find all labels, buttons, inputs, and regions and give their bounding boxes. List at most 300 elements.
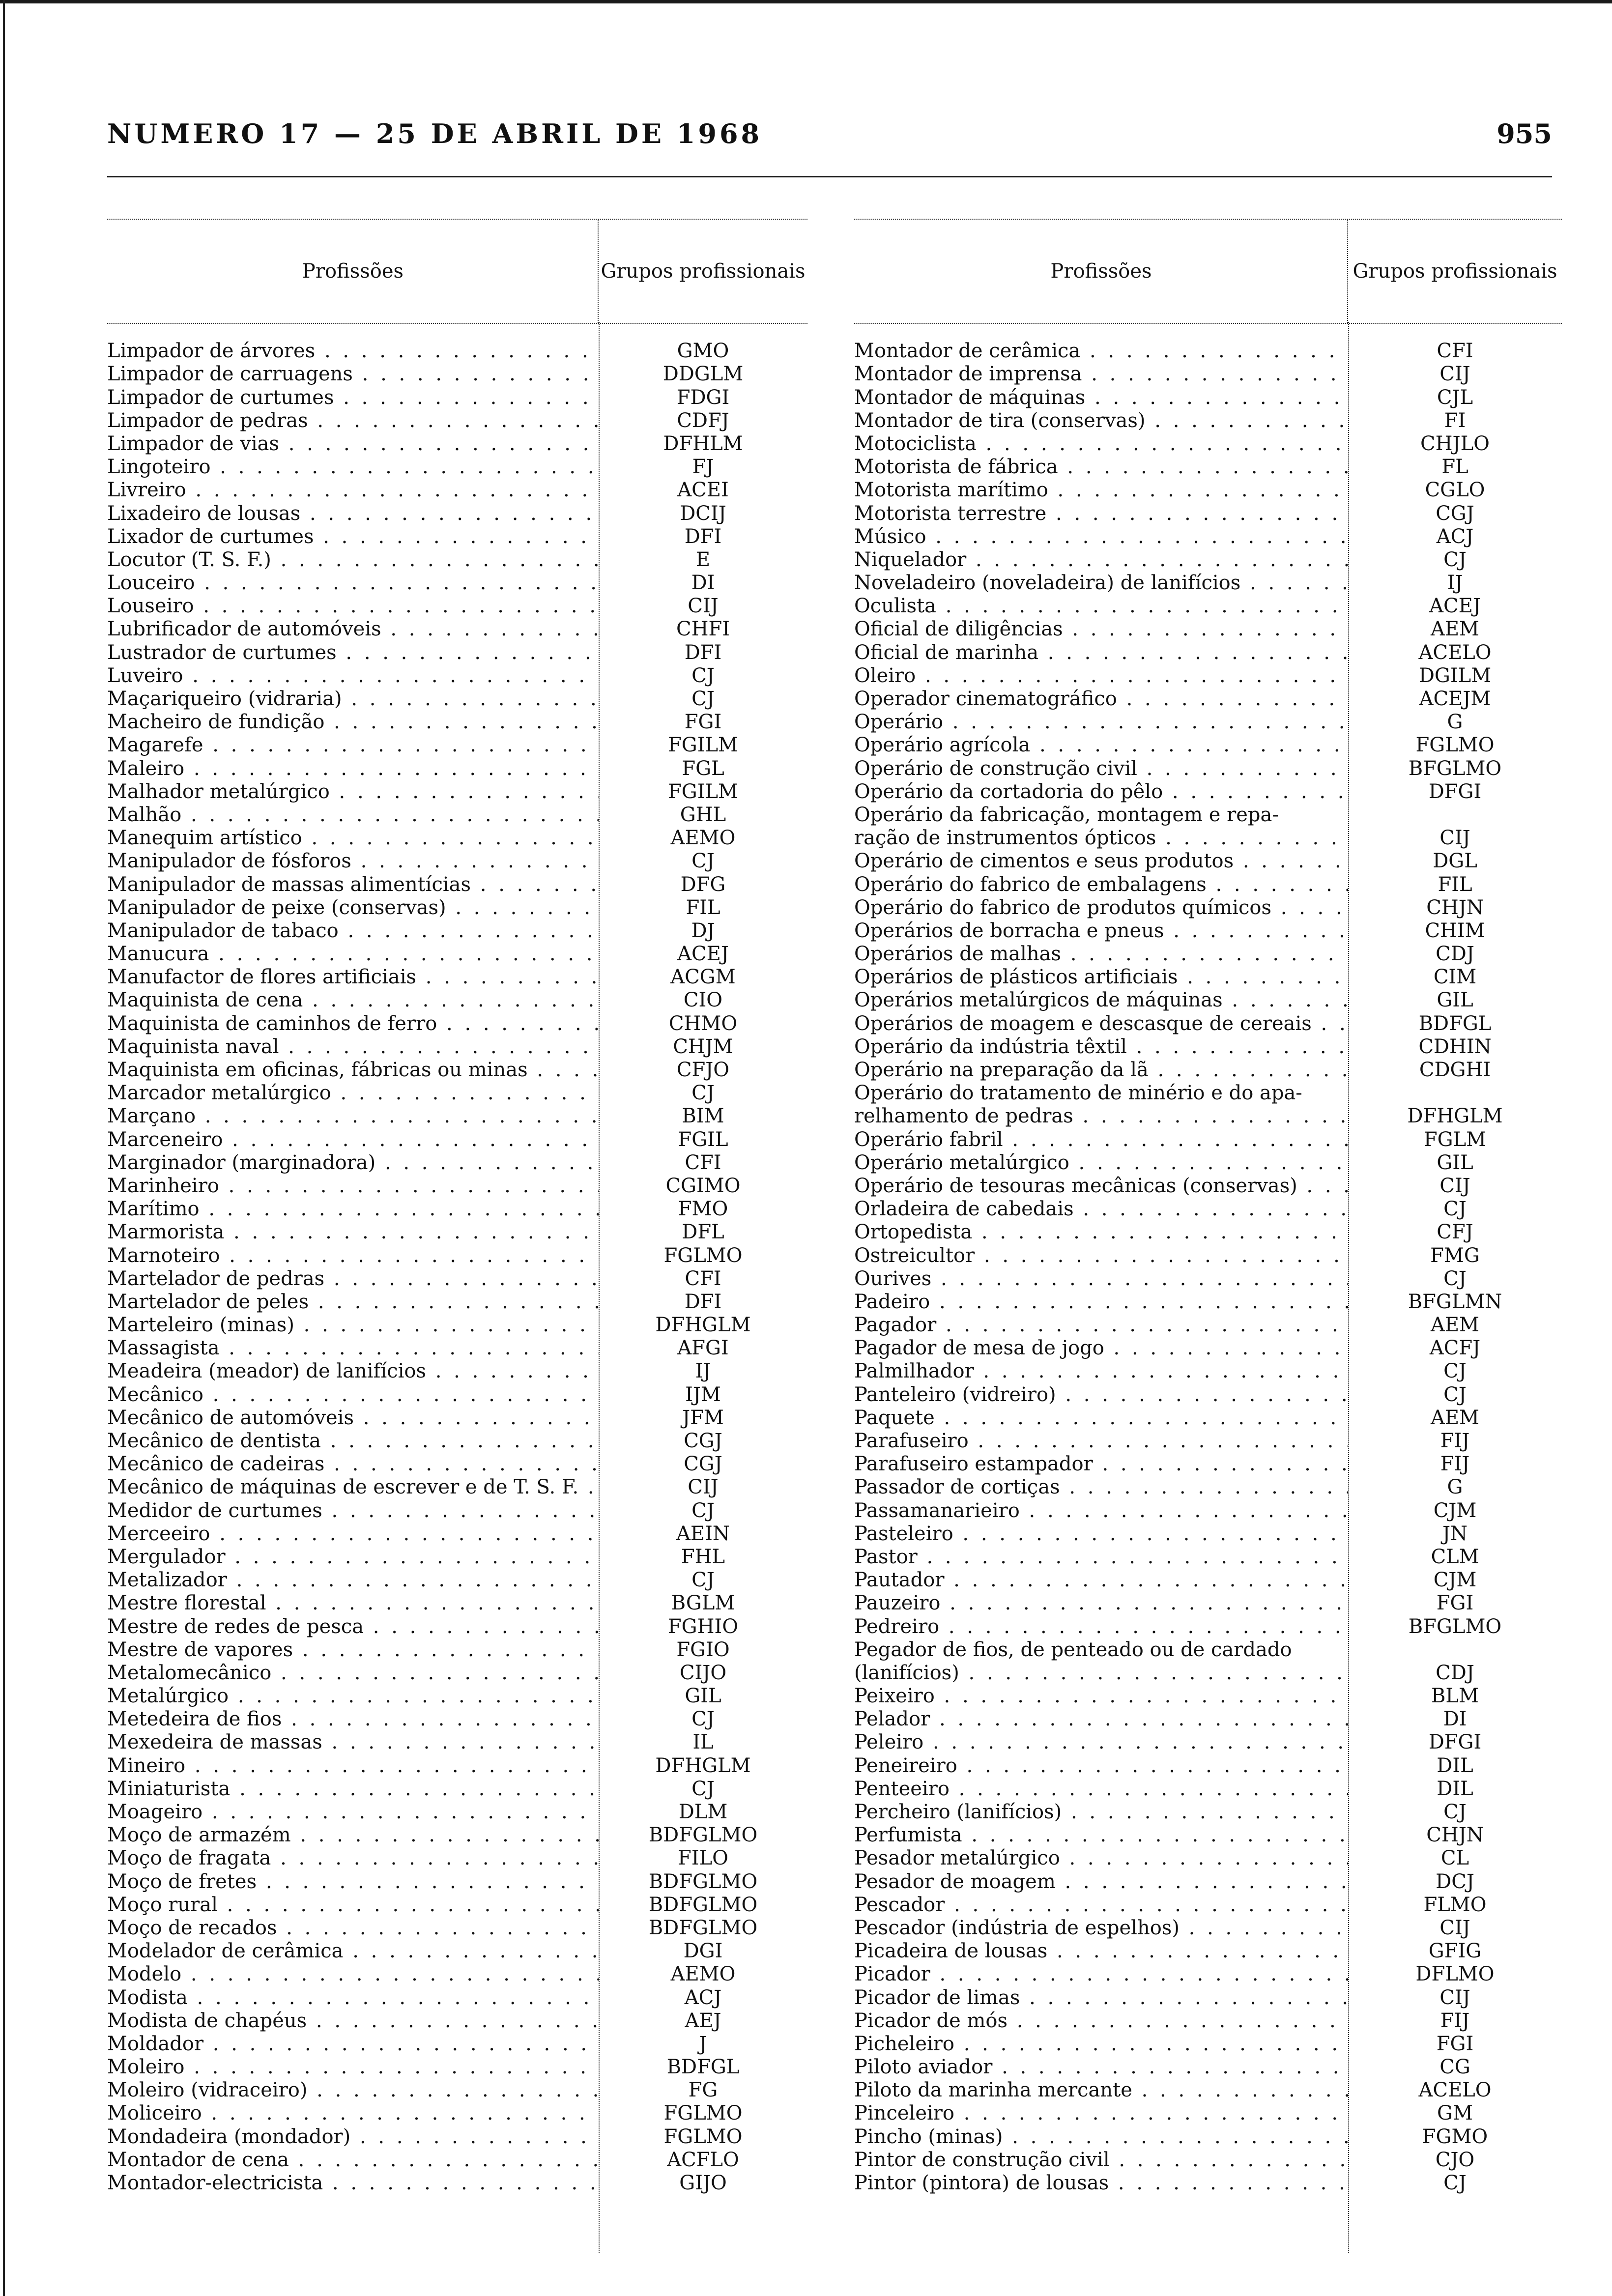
table-row [107,640,807,663]
group-cell: DJ [691,919,715,942]
profession-cell: Pescador . . . [854,1894,1348,1916]
group-cell: BDFGLMO [648,1893,758,1916]
group-cell: CJ [691,688,715,710]
profession-cell: Pagador de mesa de jogo . . . [854,1337,1348,1359]
table-row [854,1707,1562,1730]
group-cell: CLM [1431,1545,1479,1568]
table-row [854,1127,1562,1150]
table-row [854,1846,1562,1869]
table-row [107,1127,807,1150]
profession-cell: Moço de recados . . . [107,1917,599,1939]
group-cell: CGJ [684,1430,722,1452]
profession-cell: Moldador . . . [107,2033,599,2055]
profession-cell: Lustrador de curtumes . . . [107,641,599,664]
profession-cell: Manipulador de tabaco . . . [107,919,599,942]
profession-cell: Pinceleiro . . . [854,2102,1348,2124]
profession-cell: Motorista de fábrica . . . [854,456,1348,478]
table-row [854,1753,1562,1777]
table-row [854,1730,1562,1753]
table-row [107,965,807,988]
table-row [107,501,807,524]
group-cell: CIJ [1439,1986,1470,2009]
profession-cell: ração de instrumentos ópticos . . . [854,827,1348,849]
group-cell: DFI [684,525,722,548]
group-cell: FGI [1436,1592,1474,1615]
profession-cell: Pedreiro . . . [854,1615,1348,1638]
profession-cell: Penteeiro . . . [854,1778,1348,1800]
group-cell: IJ [1447,572,1463,595]
group-cell: CHJM [673,1035,733,1058]
table-row [854,1498,1562,1521]
table-row [854,1382,1562,1406]
group-cell: DGL [1433,850,1477,873]
group-cell: CHFI [676,618,730,641]
profession-cell: Manipulador de massas alimentícias . . . [107,873,599,896]
table-row [107,1220,807,1243]
table-row [107,1382,807,1406]
profession-cell: Operários de borracha e pneus . . . [854,919,1348,942]
profession-cell: Marnoteiro . . . [107,1244,599,1267]
table-row [107,1243,807,1266]
table-row [854,2032,1562,2055]
profession-cell: Operário da fabricação, montagem e repa- [854,803,1279,826]
profession-cell: Modista . . . [107,1986,599,2009]
table-row [107,339,807,362]
group-cell: GIL [685,1685,721,1708]
table-row [854,942,1562,965]
profession-cell: Maquinista de caminhos de ferro . . . [107,1012,599,1035]
group-cell: JFM [682,1406,724,1429]
group-cell: CJ [691,1569,715,1592]
group-cell: CJO [1435,2148,1475,2171]
profession-cell: Peneireiro . . . [854,1754,1348,1777]
table-row [107,432,807,455]
table-row [854,2055,1562,2078]
table-row [107,803,807,826]
profession-cell: Pesador metalúrgico . . . [854,1847,1348,1869]
group-cell: AEMO [670,1963,736,1986]
group-cell: CJ [1443,1198,1467,1221]
profession-cell: Operário de cimentos e seus produtos . . . [854,850,1348,872]
table-row [854,733,1562,756]
group-cell: FDGI [676,386,730,409]
table-row [107,1661,807,1684]
table-row [107,2009,807,2032]
profession-cell: Operário do fabrico de embalagens . . . [854,873,1348,896]
table-row [107,571,807,594]
table-row [854,1916,1562,1939]
table-row [107,1939,807,1962]
profession-cell: Mecânico de dentista . . . [107,1430,599,1452]
group-cell: ACELO [1418,2079,1492,2102]
table-row [107,1684,807,1707]
profession-cell: Niquelador . . . [854,548,1348,571]
profession-cell: Pegador de fios, de penteado ou de cardado [854,1638,1292,1661]
table-row [854,640,1562,663]
profession-cell: Parafuseiro . . . [854,1430,1348,1452]
profession-cell: Ourives . . . [854,1267,1348,1290]
table-row [107,780,807,803]
table-row [854,1035,1562,1058]
profession-cell: Marginador (marginadora) . . . [107,1151,599,1174]
group-cell: DFHLM [663,432,743,455]
group-cell: BDFGL [1418,1012,1492,1035]
table-row [854,362,1562,385]
header-professions: Profissões [302,260,404,283]
table-row [854,1313,1562,1336]
group-cell: DI [691,572,715,595]
table-row [107,1846,807,1869]
group-cell: CDHIN [1418,1035,1492,1058]
table-header [854,219,1562,324]
table-row [107,455,807,478]
group-cell: ACEJM [1419,688,1491,710]
group-cell: DIL [1437,1754,1473,1777]
table-row [854,1684,1562,1707]
table-row [854,965,1562,988]
table-row [107,1545,807,1568]
group-cell: GMO [677,340,729,363]
profession-cell: Ostreicultor . . . [854,1244,1348,1267]
profession-cell: Operário de tesouras mecânicas (conservas) . . . [854,1175,1348,1197]
profession-cell: Percheiro (lanifícios) . . . [854,1801,1348,1823]
profession-cell: Pelador . . . [854,1708,1348,1730]
group-cell: FGILM [667,780,739,803]
table-row [854,1290,1562,1313]
group-cell: DLM [678,1801,728,1823]
profession-cell: Maquinista em oficinas, fábricas ou minas . . . [107,1059,599,1081]
group-cell: CGLO [1425,479,1485,502]
table-row [854,1545,1562,1568]
table-row [854,385,1562,408]
profession-cell: Operário na preparação da lã . . . [854,1059,1348,1081]
group-cell: FIJ [1440,1453,1470,1476]
profession-cell: Moliceiro . . . [107,2102,599,2124]
profession-cell: (lanifícios) . . . [854,1662,1348,1684]
table-row [854,525,1562,548]
group-cell: GIL [1437,1151,1473,1174]
profession-cell: Limpador de árvores . . . [107,340,599,362]
profession-cell: Pescador (indústria de espelhos) . . . [854,1917,1348,1939]
profession-cell: Luveiro . . . [107,664,599,687]
group-cell: CJ [1443,1267,1467,1290]
table-row [107,988,807,1011]
table-row [107,1011,807,1034]
profession-cell: Motociclista . . . [854,432,1348,455]
group-cell: BGLM [671,1592,735,1615]
table-row [854,1359,1562,1382]
profession-cell: Mexedeira de massas . . . [107,1731,599,1753]
profession-cell: Locutor (T. S. F.) . . . [107,548,599,571]
right-table [854,219,1562,2253]
table-row [107,1313,807,1336]
table-row [107,1800,807,1823]
profession-cell: Mestre florestal . . . [107,1592,599,1614]
table-row [107,942,807,965]
group-cell: CHJLO [1420,432,1490,455]
table-body [107,339,807,2194]
table-header [107,219,807,324]
profession-cell: Maquinista de cena . . . [107,989,599,1011]
group-cell: DI [1443,1708,1467,1731]
profession-cell: Oficial de diligências . . . [854,618,1348,640]
header-groups: Grupos profissionais [1347,220,1562,323]
profession-cell: Louseiro . . . [107,595,599,617]
table-row [107,919,807,942]
profession-cell: Metalomecânico . . . [107,1662,599,1684]
profession-cell: Moço de armazém . . . [107,1824,599,1846]
profession-cell: Pautador . . . [854,1569,1348,1591]
page-header [107,118,1552,157]
group-cell: CL [1440,1847,1469,1870]
group-cell: FGIL [678,1128,728,1151]
table-row [107,385,807,408]
table-row [854,1777,1562,1800]
table-row [854,1197,1562,1220]
group-cell: CIO [683,989,723,1012]
table-row [107,1869,807,1893]
table-row [107,409,807,432]
profession-cell: Picador de limas . . . [854,1986,1348,2009]
group-cell: DCJ [1436,1870,1474,1893]
profession-cell: Moleiro (vidraceiro) . . . [107,2079,599,2101]
group-cell: DGI [683,1940,723,1963]
group-cell: ACJ [684,1986,722,2009]
group-cell: DGILM [1418,664,1492,687]
group-cell: GM [1437,2102,1473,2125]
table-row [854,2171,1562,2194]
group-cell: CDGHI [1419,1059,1491,1081]
profession-cell: Martelador de peles . . . [107,1291,599,1313]
table-row [854,1939,1562,1962]
group-cell: BDFGLMO [648,1870,758,1893]
table-row [107,1893,807,1916]
profession-cell: Operários de moagem e descasque de cereais . . . [854,1012,1348,1035]
group-cell: G [1447,1476,1463,1499]
left-table [107,219,807,2253]
profession-cell: Operário do fabrico de produtos químicos . . . [854,896,1348,919]
group-cell: AEM [1430,1314,1480,1337]
group-cell: DIL [1437,1777,1473,1800]
profession-cell: Modelador de cerâmica . . . [107,1940,599,1962]
table-row [107,1290,807,1313]
profession-cell: Manucura . . . [107,943,599,965]
profession-cell: Limpador de curtumes . . . [107,386,599,409]
table-row [854,1336,1562,1359]
group-cell: FIL [686,896,720,919]
profession-cell: Manipulador de peixe (conservas) . . . [107,896,599,919]
group-cell: IJ [695,1360,711,1383]
profession-cell: Magarefe . . . [107,734,599,756]
table-row [854,1893,1562,1916]
table-row [854,1267,1562,1290]
group-cell: CDFJ [677,409,729,432]
group-cell: AEJ [685,2009,721,2032]
table-row [854,2124,1562,2148]
table-row [854,594,1562,617]
profession-cell: Moço de fretes . . . [107,1870,599,1893]
table-row [854,849,1562,872]
profession-cell: Operário do tratamento de minério e do apa- [854,1082,1302,1105]
table-row [854,1869,1562,1893]
group-cell: DFGI [1428,1731,1482,1754]
group-cell: AFGI [677,1337,729,1360]
group-cell: CJ [691,1777,715,1800]
profession-cell: Miniaturista . . . [107,1778,599,1800]
table-row [854,2101,1562,2124]
table-row [107,2171,807,2194]
profession-cell: Palmilhador . . . [854,1360,1348,1382]
table-row [854,1661,1562,1684]
profession-cell: Marceneiro . . . [107,1128,599,1151]
group-cell: FIJ [1440,1430,1470,1452]
table-row [107,896,807,919]
table-row [107,525,807,548]
table-row [107,478,807,501]
profession-cell: Montador de cena . . . [107,2149,599,2171]
table-row [854,501,1562,524]
profession-cell: Maquinista naval . . . [107,1035,599,1058]
profession-cell: Operários de plásticos artificiais . . . [854,966,1348,988]
profession-cell: Picador de mós . . . [854,2009,1348,2032]
profession-cell: Marçano . . . [107,1105,599,1127]
table-row [107,1429,807,1452]
group-cell: FGMO [1422,2125,1488,2148]
group-cell: CHJN [1426,1824,1484,1847]
table-row [107,1359,807,1382]
group-cell: CGJ [684,1453,722,1476]
group-cell: ACFLO [667,2148,739,2171]
table-row [854,1962,1562,1985]
table-row [107,1614,807,1637]
profession-cell: Pastor . . . [854,1546,1348,1568]
profession-cell: Massagista . . . [107,1337,599,1359]
profession-cell: Parafuseiro estampador . . . [854,1453,1348,1475]
group-cell: DFLMO [1415,1963,1495,1986]
page-title: NUMERO 17 — 25 DE ABRIL DE 1968 [107,118,763,149]
profession-cell: Marítimo . . . [107,1198,599,1220]
profession-cell: Metalizador . . . [107,1569,599,1591]
group-cell: DFHGLM [1407,1105,1503,1128]
table-body [854,339,1562,2194]
table-row [107,849,807,872]
group-cell: CJL [1437,386,1473,409]
group-cell: ACEI [677,479,729,502]
profession-cell: Merceeiro . . . [107,1522,599,1545]
group-cell: CIJO [679,1661,727,1684]
table-row [107,2148,807,2171]
table-row [854,803,1562,826]
group-cell: FHL [681,1545,725,1568]
group-cell: GIL [1437,989,1473,1012]
profession-cell: Louceiro . . . [107,572,599,594]
profession-cell: Livreiro . . . [107,479,599,501]
table-row [854,548,1562,571]
group-cell: CIJ [1439,827,1470,850]
group-cell: G [1447,711,1463,734]
profession-cell: Ortopedista . . . [854,1221,1348,1243]
group-cell: CJ [1443,548,1467,571]
table-row [107,1081,807,1104]
table-row [107,1522,807,1545]
profession-cell: Picador . . . [854,1963,1348,1985]
group-cell: CIJ [1439,363,1470,386]
profession-cell: Montador-electricista . . . [107,2172,599,2194]
group-cell: BDFGLMO [648,1916,758,1939]
group-cell: CHJN [1426,896,1484,919]
profession-cell: Martelador de pedras . . . [107,1267,599,1290]
profession-cell: Montador de cerâmica . . . [854,340,1348,362]
profession-cell: Manufactor de flores artificiais . . . [107,966,599,988]
group-cell: CIM [1433,966,1477,989]
profession-cell: Operário da cortadoria do pêlo . . . [854,780,1348,803]
profession-cell: Pintor (pintora) de lousas . . . [854,2172,1348,2194]
table-row [854,1104,1562,1127]
group-cell: DFI [684,1290,722,1313]
group-cell: DFL [682,1221,724,1244]
group-cell: CJ [691,850,715,873]
profession-cell: Moço de fragata . . . [107,1847,599,1869]
table-row [107,826,807,849]
table-row [107,1707,807,1730]
table-row [854,780,1562,803]
profession-cell: Mineiro . . . [107,1754,599,1777]
group-cell: CDJ [1436,1661,1474,1684]
header-rule [107,176,1552,177]
table-row [854,2148,1562,2171]
table-row [854,1568,1562,1591]
table-row [107,1452,807,1475]
table-row [107,1753,807,1777]
table-row [854,1174,1562,1197]
profession-cell: Mondadeira (mondador) . . . [107,2125,599,2148]
table-row [107,1985,807,2009]
group-cell: FJ [692,456,714,479]
profession-cell: Piloto da marinha mercante . . . [854,2079,1348,2101]
profession-cell: Perfumista . . . [854,1824,1348,1846]
table-row [107,2101,807,2124]
group-cell: CJM [1433,1569,1477,1592]
profession-cell: Operário agrícola . . . [854,734,1348,756]
group-cell: DFHGLM [655,1754,751,1777]
group-cell: BFGLMO [1408,1615,1502,1638]
top-border [0,0,1612,3]
group-cell: ACELO [1418,641,1492,664]
table-row [107,1151,807,1174]
profession-cell: Orladeira de cabedais . . . [854,1198,1348,1220]
group-cell: FGLMO [663,2102,743,2125]
profession-cell: Meadeira (meador) de lanifícios . . . [107,1360,599,1382]
table-row [107,687,807,710]
profession-cell: Marinheiro . . . [107,1175,599,1197]
profession-cell: Medidor de curtumes . . . [107,1499,599,1522]
table-row [854,756,1562,779]
profession-cell: Mecânico de cadeiras . . . [107,1453,599,1475]
table-row [854,1800,1562,1823]
profession-cell: Marcador metalúrgico . . . [107,1082,599,1104]
table-row [854,710,1562,733]
profession-cell: Operário fabril . . . [854,1128,1348,1151]
group-cell: DFGI [1428,780,1482,803]
group-cell: DFHGLM [655,1314,751,1337]
profession-cell: Peixeiro . . . [854,1685,1348,1707]
table-row [854,409,1562,432]
group-cell: BDFGLMO [648,1824,758,1847]
group-cell: CIJ [688,595,719,618]
table-row [107,1777,807,1800]
profession-cell: Peleiro . . . [854,1731,1348,1753]
profession-cell: Modelo . . . [107,1963,599,1985]
